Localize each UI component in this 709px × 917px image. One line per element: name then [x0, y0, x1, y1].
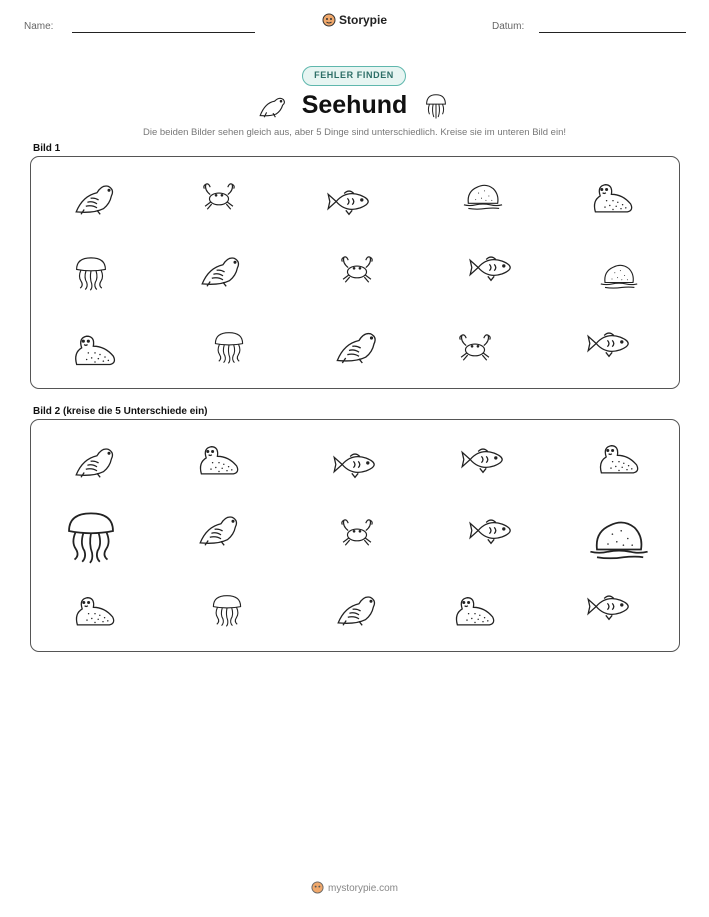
bild2-spotted-seal-icon[interactable]: [195, 441, 243, 478]
date-line[interactable]: [539, 32, 686, 33]
bild1-rock-icon: [598, 259, 640, 292]
bild1-fish-icon: [325, 183, 373, 220]
bild2-rock-icon[interactable]: [586, 513, 652, 564]
bild1-rock-icon: [461, 179, 505, 213]
bild1-jellyfish-icon: [207, 330, 251, 364]
brand-name: Storypie: [338, 13, 387, 27]
bild2-fish-icon[interactable]: [459, 441, 507, 478]
bild2-fish-icon[interactable]: [467, 512, 515, 549]
brand-header: [0, 13, 709, 30]
bild2-spotted-seal-icon[interactable]: [595, 440, 643, 477]
bild1-seal-icon: [73, 179, 121, 216]
bild1-jellyfish-icon: [68, 255, 114, 291]
name-label: Name:: [24, 21, 54, 32]
bild2-jellyfish-icon[interactable]: [205, 593, 249, 627]
footer: [0, 881, 709, 897]
name-line[interactable]: [72, 32, 255, 33]
category-badge: FEHLER FINDEN: [302, 66, 406, 86]
bild2-seal-icon[interactable]: [197, 510, 245, 547]
bild1-spotted-seal-icon: [70, 330, 120, 369]
instructions: Die beiden Bilder sehen gleich aus, aber 5 Dinge sind unterschiedlich. Kreise sie im unteren Bild ein!: [143, 127, 566, 138]
storypie-logo-icon: [322, 13, 336, 30]
bild2-label: Bild 2 (kreise die 5 Unterschiede ein): [33, 406, 208, 417]
bild1-crab-icon: [335, 252, 379, 286]
footer-url: mystorypie.com: [327, 883, 398, 894]
bild2-spotted-seal-icon[interactable]: [71, 592, 119, 629]
bild1-label: Bild 1: [33, 143, 61, 154]
bild1-seal-icon: [334, 326, 384, 365]
bild1-panel: [30, 156, 680, 389]
bild2-seal-icon[interactable]: [73, 442, 121, 479]
bild1-fish-icon: [585, 325, 633, 362]
bild1-crab-icon: [453, 330, 497, 364]
bild1-seal-icon: [199, 251, 247, 288]
storypie-logo-icon: [311, 881, 324, 897]
page-title: Seehund: [301, 91, 408, 119]
bild2-fish-icon[interactable]: [331, 446, 379, 483]
bild1-spotted-seal-icon: [589, 179, 637, 216]
bild2-fish-icon[interactable]: [585, 588, 633, 625]
jellyfish-icon: [423, 92, 449, 127]
bild1-fish-icon: [467, 249, 515, 286]
bild2-crab-icon[interactable]: [335, 515, 379, 549]
date-label: Datum:: [492, 21, 525, 32]
bild2-seal-icon[interactable]: [335, 590, 383, 627]
bild2-spotted-seal-icon[interactable]: [451, 592, 499, 629]
bild2-panel[interactable]: [30, 419, 680, 652]
bild1-crab-icon: [197, 179, 241, 213]
bild2-jellyfish-icon[interactable]: [56, 509, 126, 564]
